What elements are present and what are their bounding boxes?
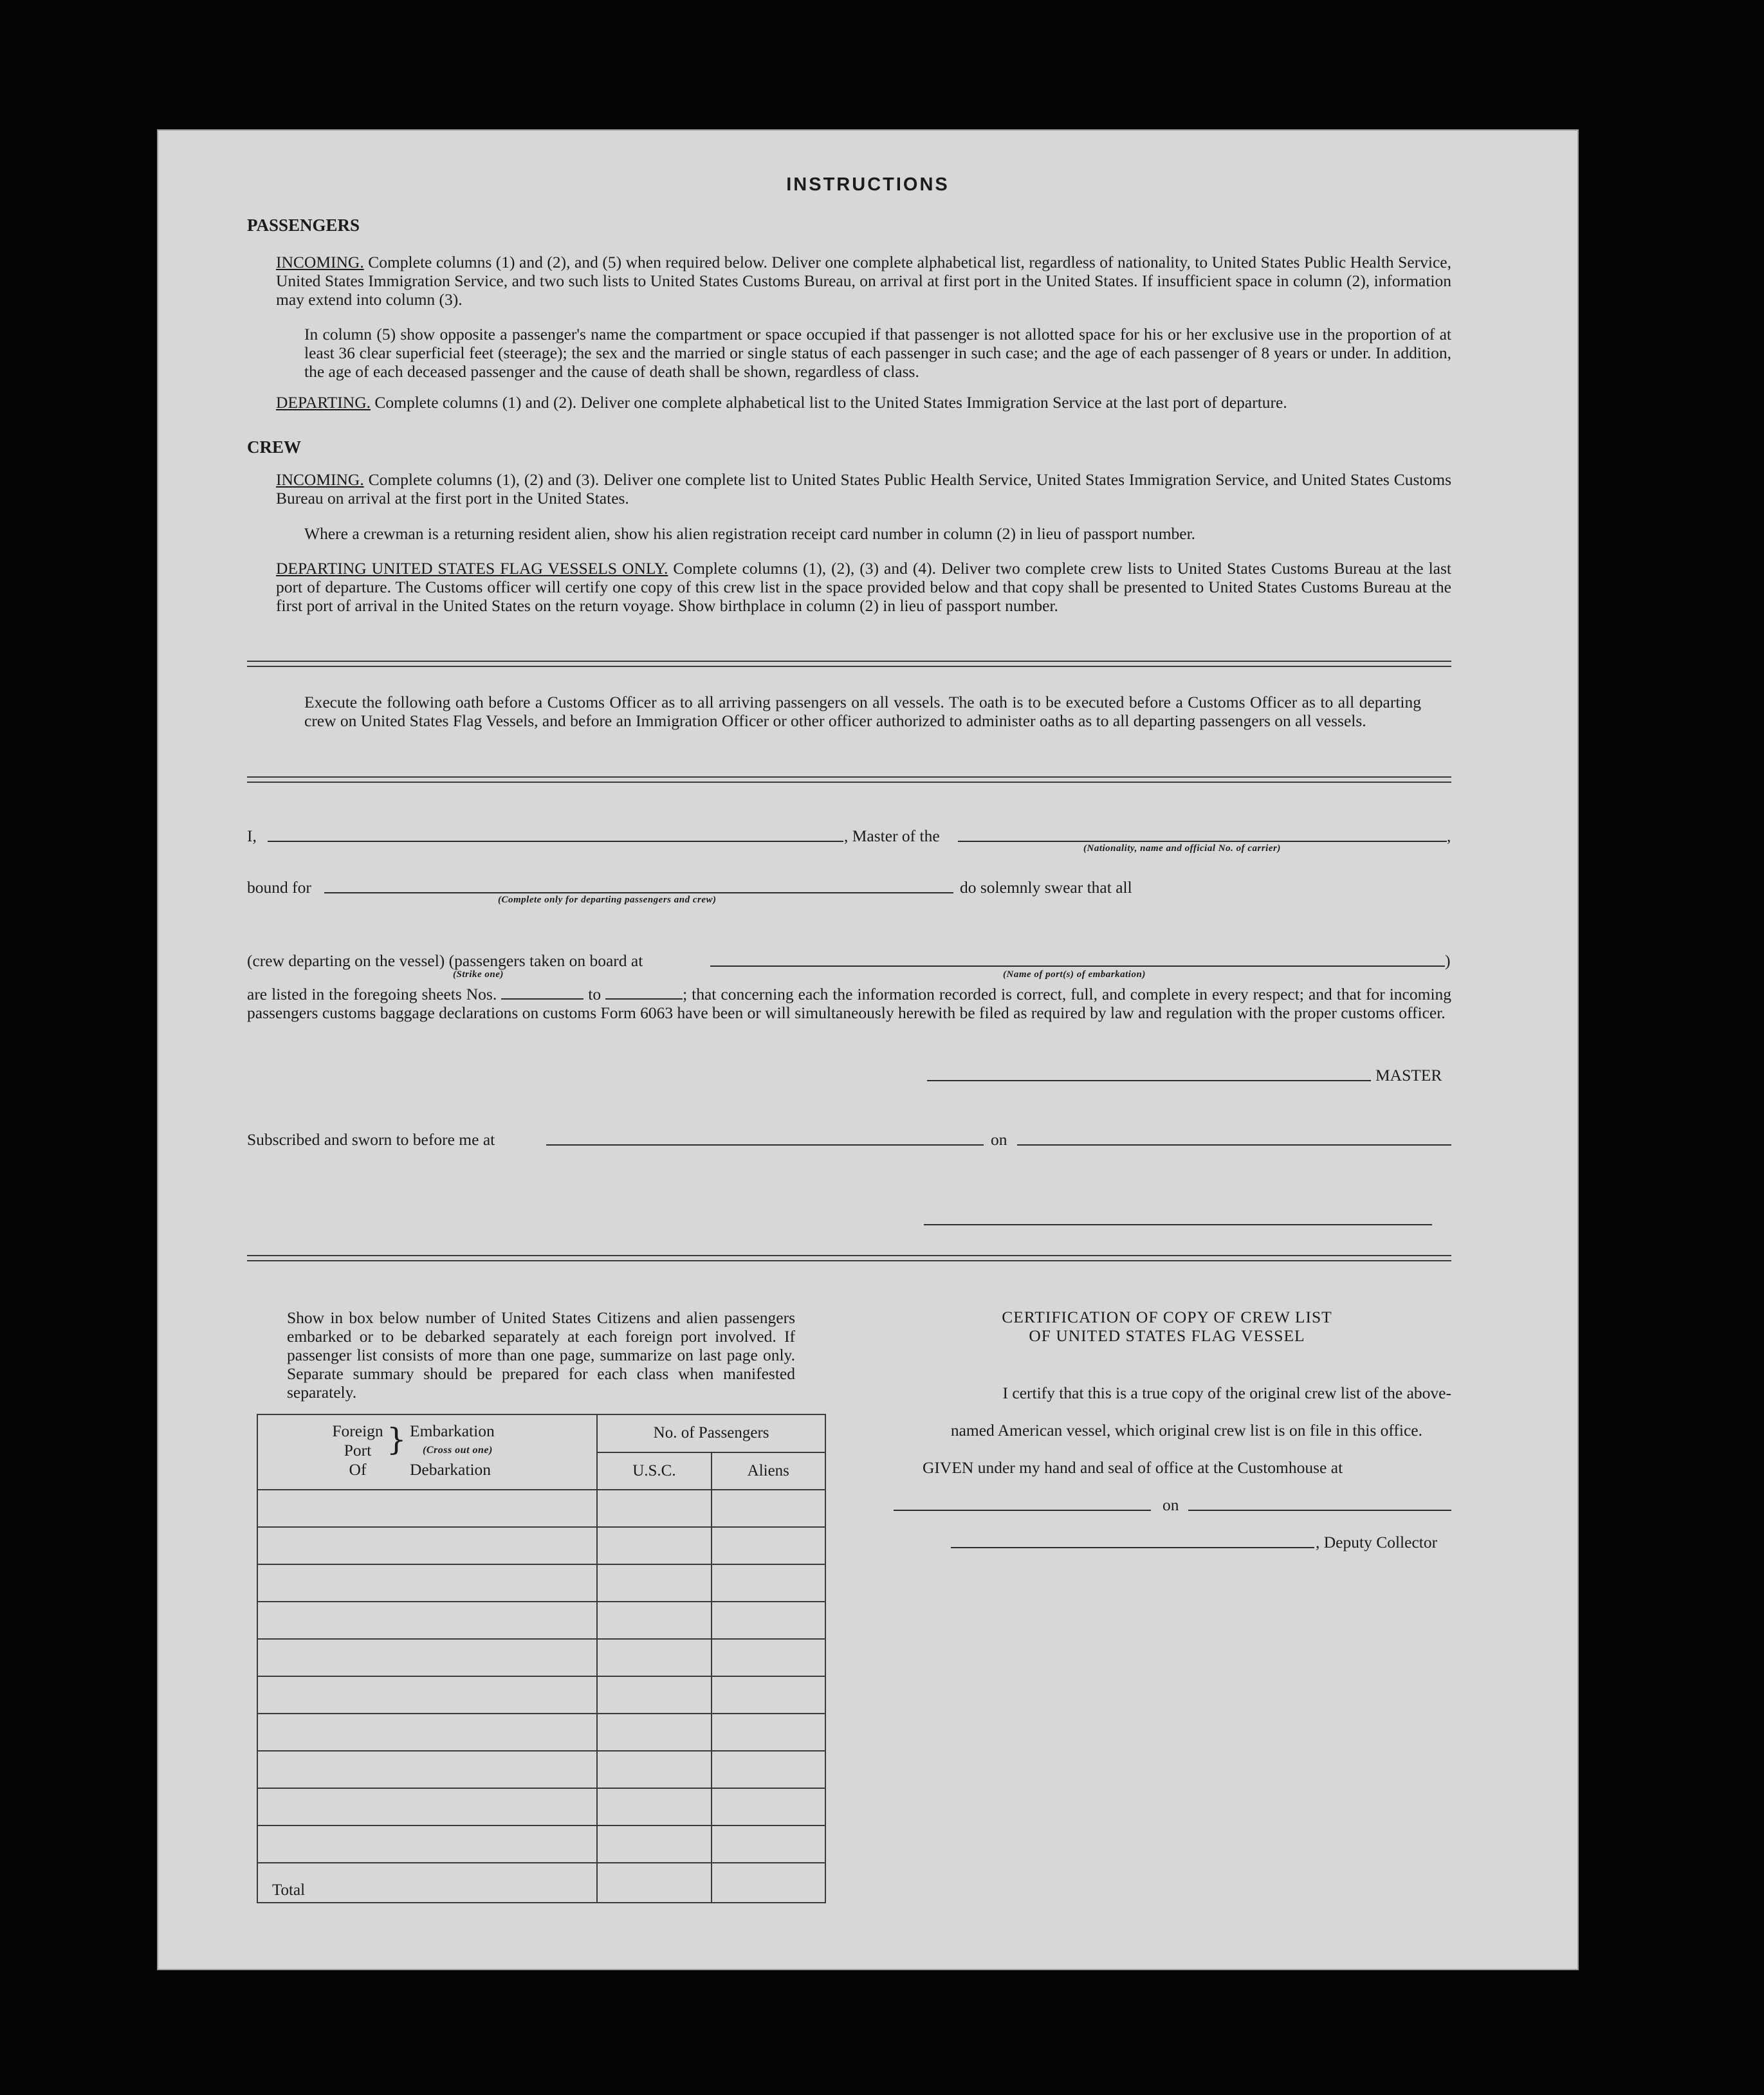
passengers-departing-paragraph [276, 393, 1451, 412]
aliens-cell[interactable] [712, 1602, 825, 1639]
oath-swear: do solemnly swear that all [960, 878, 1132, 897]
sheets-to: to [588, 985, 602, 1003]
usc-header: U.S.C. [597, 1452, 711, 1490]
crew-incoming-label: INCOMING. [276, 470, 364, 489]
passenger-summary-table [257, 1414, 826, 1903]
aliens-cell[interactable] [712, 1527, 825, 1564]
sheets-prefix: are listed in the foregoing sheets Nos. [247, 985, 497, 1003]
deputy-signature-field[interactable] [951, 1547, 1314, 1548]
port-cell[interactable] [257, 1639, 597, 1676]
passengers-heading: PASSENGERS [247, 215, 360, 235]
sheets-text: ; that concerning each the information recorded is correct, full, and complete in every respect; and that for incoming passengers customs baggage declarations on customs Form 6063 have been or will simultaneously herewith be filed as required by law and regulation with the proper customs officer. [247, 985, 1452, 1022]
usc-total-cell[interactable] [597, 1863, 711, 1903]
bound-caption: (Complete only for departing passengers and crew) [498, 895, 717, 905]
certification-on: on [1162, 1496, 1179, 1514]
strike-one-caption: (Strike one) [453, 969, 504, 980]
embarkation-caption: (Name of port(s) of embarkation) [1003, 969, 1146, 980]
oath-crew-passengers: (crew departing on the vessel) (passengers taken on board at [247, 951, 643, 970]
section-divider [247, 661, 1451, 667]
table-row [257, 1564, 825, 1602]
brace-icon: } [387, 1422, 407, 1458]
passengers-incoming-paragraph [276, 253, 1451, 309]
aliens-cell[interactable] [712, 1714, 825, 1751]
passengers-departing-text: Complete columns (1) and (2). Deliver one complete alphabetical list to the United States Immigration Service at the last port of departure. [374, 393, 1287, 412]
passengers-incoming-label: INCOMING. [276, 253, 364, 271]
table-row [257, 1527, 825, 1564]
table-row [257, 1751, 825, 1788]
total-label: Total [257, 1863, 597, 1903]
port-cell[interactable] [257, 1714, 597, 1751]
crew-heading: CREW [247, 437, 302, 457]
master-label: MASTER [1375, 1066, 1442, 1084]
bound-for-field[interactable] [324, 892, 953, 893]
oath-sheets-paragraph [247, 985, 1451, 1022]
certification-date-field[interactable] [1188, 1510, 1451, 1511]
instructions-title: INSTRUCTIONS [786, 174, 950, 195]
oath-close-paren: ) [1445, 951, 1451, 970]
port-cell[interactable] [257, 1788, 597, 1825]
port-header-cell [257, 1414, 597, 1490]
usc-cell[interactable] [597, 1490, 711, 1527]
passengers-incoming-text: Complete columns (1) and (2), and (5) when required below. Deliver one complete alphabetical list, regardless of nationality, to United States Public Health Service, United States Immigration Service, and two such lists to United States Customs Bureau, on arrival at first port in the United States. If insufficient space in column (2), information may extend into column (3). [276, 253, 1452, 309]
certification-line3: GIVEN under my hand and seal of office at the Customhouse at [923, 1458, 1343, 1477]
port-cell[interactable] [257, 1676, 597, 1714]
sworn-date-field[interactable] [1017, 1144, 1451, 1146]
usc-cell[interactable] [597, 1527, 711, 1564]
summary-note: Show in box below number of United States Citizens and alien passengers embarked or to be debarked separately at each foreign port involved. If passenger list consists of more than one page, summarize on last page only. Separate summary should be prepared for each class when manifested separately. [287, 1308, 795, 1402]
certification-heading-line2: OF UNITED STATES FLAG VESSEL [1029, 1326, 1305, 1345]
total-row [257, 1863, 825, 1903]
col-port: Port [344, 1441, 372, 1459]
aliens-cell[interactable] [712, 1788, 825, 1825]
usc-cell[interactable] [597, 1714, 711, 1751]
table-row [257, 1639, 825, 1676]
col-debarkation: Debarkation [410, 1460, 492, 1479]
deputy-collector-label: , Deputy Collector [1316, 1533, 1438, 1551]
oath-comma: , [1447, 827, 1451, 845]
certification-heading-line1: CERTIFICATION OF COPY OF CREW LIST [1002, 1308, 1332, 1326]
certification-heading [984, 1308, 1350, 1345]
crew-departing-paragraph [276, 559, 1451, 615]
certification-line1: I certify that this is a true copy of the original crew list of the above- [1002, 1384, 1451, 1402]
master-name-field[interactable] [268, 841, 843, 842]
customhouse-field[interactable] [894, 1510, 1151, 1511]
port-cell[interactable] [257, 1825, 597, 1863]
sheet-to-field[interactable] [605, 987, 683, 1000]
passengers-departing-label: DEPARTING. [276, 393, 371, 412]
table-row [257, 1825, 825, 1863]
usc-cell[interactable] [597, 1676, 711, 1714]
sheet-from-field[interactable] [501, 987, 583, 1000]
table-row [257, 1788, 825, 1825]
passengers-column5-paragraph: In column (5) show opposite a passenger's name the compartment or space occupied if that passenger is not allotted space for his or her exclusive use in the proportion of at least 36 clear superficial feet (steerage); the sex and the married or single status of each passenger in such case; and the age of each passenger of 8 years or under. In addition, the age of each deceased passenger and the cause of death shall be shown, regardless of class. [304, 325, 1451, 381]
carrier-caption: (Nationality, name and official No. of carrier) [1083, 843, 1281, 854]
usc-cell[interactable] [597, 1639, 711, 1676]
aliens-cell[interactable] [712, 1639, 825, 1676]
col-foreign: Foreign [332, 1422, 383, 1440]
port-cell[interactable] [257, 1564, 597, 1602]
crew-departing-label: DEPARTING UNITED STATES FLAG VESSELS ONLY. [276, 559, 668, 578]
oath-bound-for: bound for [247, 878, 311, 897]
col-cross-out: (Cross out one) [423, 1445, 493, 1456]
officer-signature-field[interactable] [924, 1224, 1432, 1225]
table-row [257, 1602, 825, 1639]
crew-incoming-text: Complete columns (1), (2) and (3). Deliver one complete list to United States Public Health Service, United States Immigration Service, and United States Customs Bureau on arrival at the first port in the United States. [276, 470, 1452, 508]
subscribed-label: Subscribed and sworn to before me at [247, 1130, 495, 1149]
section-divider [247, 1255, 1451, 1261]
usc-cell[interactable] [597, 1751, 711, 1788]
crew-incoming-paragraph [276, 470, 1451, 508]
aliens-cell[interactable] [712, 1676, 825, 1714]
aliens-cell[interactable] [712, 1490, 825, 1527]
usc-cell[interactable] [597, 1602, 711, 1639]
sworn-on-label: on [991, 1130, 1007, 1149]
oath-instruction-paragraph: Execute the following oath before a Customs Officer as to all arriving passengers on all vessels. The oath is to be executed before a Customs Officer as to all departing crew on United States Flag Vessels, and before an Immigration Officer or other officer authorized to administer oaths as to all departing passengers on all vessels. [304, 693, 1421, 730]
col-embarkation: Embarkation [410, 1422, 495, 1440]
table-row [257, 1490, 825, 1527]
aliens-cell[interactable] [712, 1564, 825, 1602]
table-row [257, 1714, 825, 1751]
certification-line2: named American vessel, which original crew list is on file in this office. [950, 1421, 1422, 1440]
embarkation-field[interactable] [710, 965, 1445, 967]
no-passengers-header: No. of Passengers [597, 1414, 825, 1452]
carrier-field[interactable] [958, 841, 1447, 842]
sworn-place-field[interactable] [546, 1144, 984, 1146]
usc-cell[interactable] [597, 1564, 711, 1602]
port-cell[interactable] [257, 1602, 597, 1639]
crew-departing-text: Complete columns (1), (2), (3) and (4). Deliver two complete crew lists to United States Customs Bureau at the last port of departure. The Customs officer will certify one copy of this crew list in the space provided below and that copy shall be presented to United States Customs Bureau at the first port of arrival in the United States on the return voyage. Show birthplace in column (2) in lieu of passport number. [276, 559, 1451, 615]
aliens-total-cell[interactable] [712, 1863, 825, 1903]
port-cell[interactable] [257, 1751, 597, 1788]
aliens-header: Aliens [712, 1452, 825, 1490]
section-divider [247, 776, 1451, 783]
document-page [157, 129, 1579, 1970]
oath-master-of-the: , Master of the [844, 827, 940, 845]
usc-cell[interactable] [597, 1788, 711, 1825]
usc-cell[interactable] [597, 1825, 711, 1863]
table-row [257, 1676, 825, 1714]
port-cell[interactable] [257, 1490, 597, 1527]
col-of: Of [349, 1460, 367, 1479]
port-cell[interactable] [257, 1527, 597, 1564]
aliens-cell[interactable] [712, 1751, 825, 1788]
oath-i-label: I, [247, 827, 257, 845]
crew-resident-paragraph: Where a crewman is a returning resident alien, show his alien registration receipt card number in column (2) in lieu of passport number. [304, 524, 1196, 543]
master-signature-field[interactable] [927, 1080, 1371, 1081]
aliens-cell[interactable] [712, 1825, 825, 1863]
